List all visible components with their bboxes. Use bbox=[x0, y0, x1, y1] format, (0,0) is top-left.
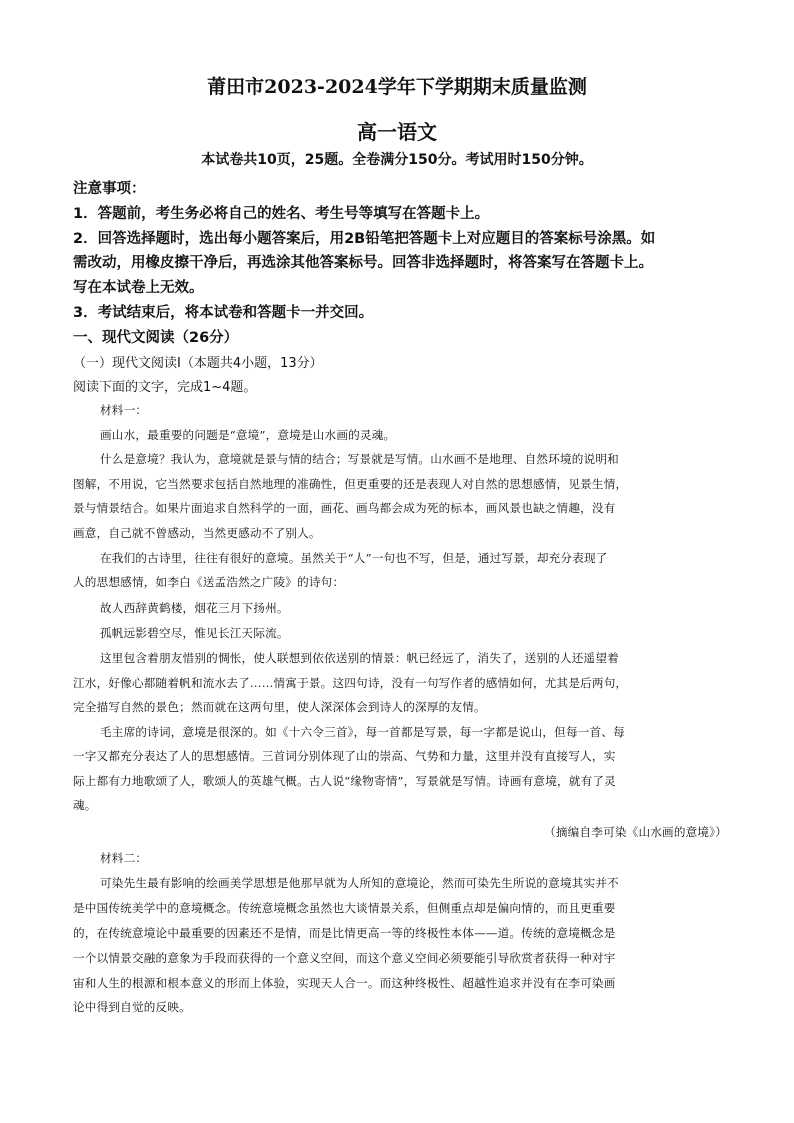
notice-item: 3．考试结束后，将本试卷和答题卡一并交回。 bbox=[73, 305, 374, 321]
exam-title: 莆田市2023-2024学年下学期期末质量监测 bbox=[207, 76, 587, 98]
material-label: 材料二： bbox=[100, 851, 148, 865]
material-label: 材料一： bbox=[100, 403, 148, 417]
notice-heading: 注意事项： bbox=[73, 181, 146, 197]
notice-item: 2．回答选择题时，选出每小题答案后，用2B铅笔把答题卡上对应题目的答案标号涂黑。如 bbox=[73, 231, 656, 247]
paragraph-line: 宙和人生的根源和根本意义的形而上体验，实现天人合一。而这种终极性、超越性追求并没有在李可染画 bbox=[73, 976, 616, 990]
exam-info: 本试卷共10页，25题。全卷满分150分。考试用时150分钟。 bbox=[201, 152, 593, 168]
paragraph-line: 是中国传统美学中的意境概念。传统意境概念虽然也大谈情景关系，但侧重点却是偏向情的，而且更重要 bbox=[73, 901, 616, 915]
paragraph-line: 的，在传统意境论中最重要的因素还不是情，而是比情更高一等的终极性本体——道。传统的意境概念是 bbox=[73, 926, 616, 940]
poem-line: 故人西辞黄鹤楼，烟花三月下扬州。 bbox=[100, 601, 289, 615]
paragraph-line: 在我们的古诗里，往往有很好的意境。虽然关于“人”一句也不写，但是，通过写景，却充分表现了 bbox=[100, 551, 608, 565]
paragraph-line: 画山水，最重要的问题是“意境”，意境是山水画的灵魂。 bbox=[100, 428, 396, 442]
paragraph-line: 际上都有力地歌颂了人，歌颂人的英雄气概。古人说“缘物寄情”，写景就是写情。诗画有意境，就有了灵 bbox=[73, 774, 616, 788]
paragraph-line: 完全描写自然的景色；然而就在这两句里，使人深深体会到诗人的深厚的友情。 bbox=[73, 700, 486, 714]
paragraph-line: 一字又都充分表达了人的思想感情。三首词分别体现了山的崇高、气势和力量，这里并没有直接写人，实 bbox=[73, 749, 616, 763]
paragraph-line: 这里包含着朋友惜别的惆怅，使人联想到依依送别的情景：帆已经远了，消失了，送别的人还遥望着 bbox=[100, 651, 619, 665]
notice-item: 写在本试卷上无效。 bbox=[73, 280, 204, 296]
paragraph-line: 图解，不用说，它当然要求包括自然地理的准确性，但更重要的还是表现人对自然的思想感情，见景生情， bbox=[73, 477, 628, 491]
notice-item: 需改动，用橡皮擦干净后，再选涂其他答案标号。回答非选择题时，将答案写在答题卡上。 bbox=[73, 255, 653, 271]
paragraph-line: 什么是意境？我认为，意境就是景与情的结合；写景就是写情。山水画不是地理、自然环境的说明和 bbox=[100, 452, 619, 466]
paragraph-line: 毛主席的诗词，意境是很深的。如《十六令三首》，每一首都是写景，每一字都是说山，但每一首、每 bbox=[100, 725, 625, 739]
source-citation: （摘编自李可染《山水画的意境》） bbox=[544, 825, 727, 839]
section-instruction: 阅读下面的文字，完成1~4题。 bbox=[73, 380, 257, 395]
paragraph-line: 景与情景结合。如果片面追求自然科学的一面，画花、画鸟都会成为死的标本，画风景也缺之情趣，没有 bbox=[73, 501, 616, 515]
section-heading: 一、现代文阅读（26分） bbox=[73, 330, 239, 346]
exam-subtitle: 高一语文 bbox=[357, 120, 437, 144]
paragraph-line: 江水，好像心都随着帆和流水去了……情寓于景。这四句诗，没有一句写作者的感情如何，尤其是后两句， bbox=[73, 676, 628, 690]
poem-line: 孤帆远影碧空尽，惟见长江天际流。 bbox=[100, 626, 289, 640]
section-subheading: （一）现代文阅读Ⅰ（本题共4小题，13分） bbox=[73, 356, 323, 371]
paragraph-line: 魂。 bbox=[73, 798, 97, 812]
paragraph-line: 论中得到自觉的反映。 bbox=[73, 1000, 191, 1014]
notice-item: 1．答题前，考生务必将自己的姓名、考生号等填写在答题卡上。 bbox=[73, 206, 490, 222]
paragraph-line: 画意，自己就不曾感动，当然更感动不了别人。 bbox=[73, 526, 321, 540]
paragraph-line: 人的思想感情，如李白《送孟浩然之广陵》的诗句： bbox=[73, 575, 345, 589]
paragraph-line: 一个以情景交融的意象为手段而获得的一个意义空间，而这个意义空间必须要能引导欣赏者获得一种对宇 bbox=[73, 951, 616, 965]
paragraph-line: 可染先生最有影响的绘画美学思想是他那早就为人所知的意境论，然而可染先生所说的意境其实并不 bbox=[100, 876, 619, 890]
